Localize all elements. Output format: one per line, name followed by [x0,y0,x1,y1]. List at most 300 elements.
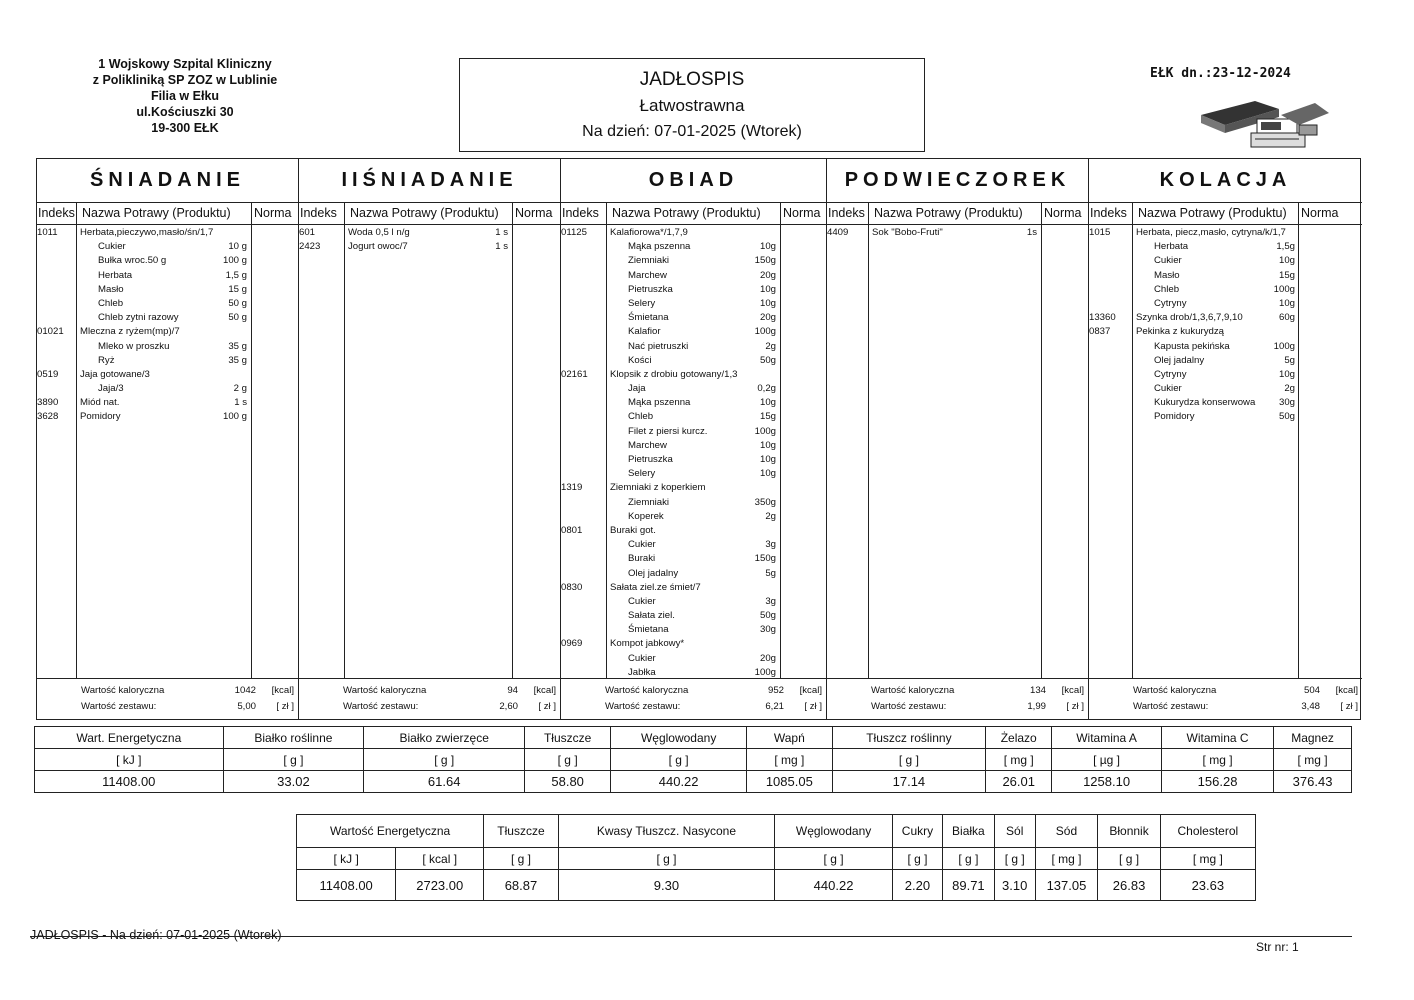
summary-unit: [ zł ] [1340,701,1358,712]
item-name: Ziemniaki [628,255,670,267]
item-name: Miód nat. [80,397,120,409]
item-norm: 350g [754,496,776,508]
meal-item-row [37,311,298,325]
meal-item-row [1089,340,1362,354]
item-norm: 1 s [234,397,247,409]
item-name: Jaja gotowane/3 [80,368,150,380]
nutrition-value: 9.30 [558,870,774,901]
summary-row [1089,699,1362,715]
nutrition-table-2 [296,814,1256,901]
meal-items [561,226,826,680]
meal-item-row [1089,226,1362,240]
item-norm: 10g [759,439,776,451]
summary-label: Wartość zestawu: [81,701,157,712]
item-name: Pomidory [80,411,121,423]
nutrition-row [297,848,1256,870]
meal-item-row [1089,297,1362,311]
nutrition-header: Tłuszcz roślinny [832,727,986,749]
item-norm: 10g [1278,368,1295,380]
issue-date: EŁK dn.:23-12-2024 [1150,66,1291,81]
summary-label: Wartość zestawu: [605,701,681,712]
nutrition-header: Wartość Energetyczna [297,815,484,848]
item-norm: 1s [1026,227,1037,238]
header-name: Nazwa Potrawy (Produktu) [874,206,1023,220]
summary-row [1089,683,1362,699]
nutrition-unit: [ g ] [484,848,559,870]
item-name: Marchew [628,269,667,281]
header-name: Nazwa Potrawy (Produktu) [1138,206,1287,220]
item-norm: 30g [759,624,776,636]
meal-item-row [561,467,826,481]
nutrition-header: Węglowodany [775,815,893,848]
summary-row [827,699,1088,715]
item-name: Selery [628,468,656,480]
item-name: Sok "Bobo-Fruti" [872,227,943,238]
meal-item-row [561,439,826,453]
hospital-line: Filia w Ełku [150,89,220,103]
item-name: Cukier [628,595,656,607]
item-name: Chleb [628,411,654,423]
meal-summary [1089,681,1362,719]
item-norm: 5g [765,567,776,579]
item-name: Kalafiorowa*/1,7,9 [610,227,688,238]
meal-items [827,226,1088,240]
summary-row [299,683,560,699]
meal-item-row [1089,283,1362,297]
meal-item-row [827,226,1088,240]
column-header [561,203,826,225]
meal-item-row [1089,269,1362,283]
meal-item-row [561,609,826,623]
item-norm: 100g [754,666,776,678]
footer-text: JADŁOSPIS - Na dzień: 07-01-2025 (Wtorek) [30,928,282,942]
summary-unit: [ zł ] [538,701,556,712]
nutrition-value: 3.10 [994,870,1035,901]
item-name: Mąka pszenna [628,241,691,253]
nutrition-header: Białko roślinne [223,727,364,749]
meal-item-row [561,283,826,297]
summary-row [561,699,826,715]
nutrition-header: Witamina A [1052,727,1162,749]
meal-item-row [561,226,826,240]
item-name: Sałata ziel.ze śmiet/7 [610,581,701,593]
meal-items [299,226,560,254]
item-norm: 5g [1284,354,1295,366]
item-norm: 50 g [228,312,247,324]
item-name: Buraki got. [610,524,656,536]
item-name: Jogurt owoc/7 [348,241,408,253]
item-name: Kukurydza konserwowa [1154,397,1256,409]
item-name: Cukier [1154,255,1182,267]
nutrition-row [35,727,1352,749]
item-index: 1015 [1089,227,1111,238]
summary-row [37,699,298,715]
meal-item-row [37,396,298,410]
summary-value: 2,60 [499,701,518,712]
summary-label: Wartość kaloryczna [1133,685,1217,696]
nutrition-value: 26.83 [1098,870,1160,901]
item-norm: 2 g [233,383,247,395]
meal-item-row [37,283,298,297]
header-name: Nazwa Potrawy (Produktu) [82,206,231,220]
meal-item-row [561,325,826,339]
item-name: Pietruszka [628,283,673,295]
summary-divider [827,678,1088,679]
item-name: Kompot jabkowy* [610,638,685,650]
meal-item-row [561,340,826,354]
meal-item-row [37,382,298,396]
meal-item-row [561,396,826,410]
hospital-address [60,56,310,136]
meal-item-row [299,226,560,240]
meal-column-5 [1089,159,1362,719]
meal-item-row [1089,410,1362,424]
item-name: Herbata,pieczywo,masło/śn/1,7 [80,227,214,238]
summary-label: Wartość zestawu: [1133,701,1209,712]
nutrition-unit: [ µg ] [1052,749,1162,771]
nutrition-unit: [ g ] [611,749,747,771]
item-name: Chleb zytni razowy [98,312,179,324]
column-header [1089,203,1362,225]
item-index: 01125 [561,227,587,238]
summary-value: 94 [507,685,518,696]
meal-item-row [1089,311,1362,325]
summary-row [561,683,826,699]
nutrition-unit: [ kcal ] [396,848,484,870]
nutrition-unit: [ g ] [893,848,943,870]
summary-divider [1089,678,1362,679]
item-norm: 100g [1273,340,1295,352]
item-norm: 100 g [222,255,247,267]
nutrition-header: Białko zwierzęce [364,727,525,749]
nutrition-header: Żelazo [986,727,1052,749]
item-norm: 35 g [228,354,247,366]
item-name: Olej jadalny [628,567,679,579]
summary-unit: [ zł ] [276,701,294,712]
header-norm: Norma [515,206,553,220]
meal-title: OBIAD [561,159,826,203]
item-norm: 10g [759,454,776,465]
item-index: 0969 [561,638,583,650]
summary-value: 1,99 [1027,701,1046,712]
meal-item-row [561,368,826,382]
nutrition-value: 17.14 [832,771,986,793]
summary-divider [37,678,298,679]
meal-item-row [561,595,826,609]
item-name: Herbata, piecz,masło, cytryna/k/1,7 [1136,227,1286,238]
summary-divider [561,678,826,679]
item-name: Marchew [628,439,667,451]
item-norm: 10g [759,297,776,309]
item-name: Chleb [98,297,124,309]
item-index: 02161 [561,368,588,380]
summary-value: 5,00 [237,701,256,712]
nutrition-header: Tłuszcze [525,727,611,749]
item-name: Ryż [98,354,115,366]
summary-row [827,683,1088,699]
hospital-line: 1 Wojskowy Szpital Kliniczny [98,57,272,71]
item-norm: 1,5 g [225,269,247,281]
nutrition-value: 2.20 [893,870,943,901]
nutrition-unit: [ mg ] [1161,749,1273,771]
item-name: Cytryny [1154,368,1187,380]
nutrition-value: 1258.10 [1052,771,1162,793]
meal-item-row [561,453,826,467]
meal-item-row [1089,354,1362,368]
summary-row [299,699,560,715]
item-norm: 100g [754,425,776,437]
meal-item-row [37,325,298,339]
meal-item-row [561,382,826,396]
meal-title: IIŚNIADANIE [299,159,560,203]
meal-item-row [561,524,826,538]
meal-item-row [561,652,826,666]
page-number: Str nr: 1 [1256,940,1299,954]
nutrition-value: 156.28 [1161,771,1273,793]
summary-unit: [kcal] [271,685,294,696]
summary-unit: [kcal] [1335,685,1358,696]
item-name: Cukier [98,241,126,253]
nutrition-unit: [ g ] [525,749,611,771]
meal-summary [827,681,1088,719]
item-name: Mąka pszenna [628,397,691,409]
item-norm: 150g [754,553,776,565]
nutrition-value: 61.64 [364,771,525,793]
meal-title: ŚNIADANIE [37,159,298,203]
item-norm: 10 g [228,241,247,253]
meal-item-row [37,410,298,424]
nutrition-unit: [ g ] [223,749,364,771]
item-norm: 10g [1278,255,1295,267]
nutrition-unit: [ g ] [832,749,986,771]
item-index: 0801 [561,524,583,536]
item-norm: 3g [765,595,776,607]
meal-item-row [561,567,826,581]
item-name: Herbata [1154,241,1189,253]
hospital-line: ul.Kościuszki 30 [136,105,234,119]
nutrition-value: 23.63 [1160,870,1255,901]
item-norm: 15g [1278,269,1295,281]
nutrition-unit: [ mg ] [986,749,1052,771]
item-name: Cukier [628,652,656,664]
summary-label: Wartość kaloryczna [343,685,427,696]
nutrition-value: 11408.00 [35,771,224,793]
meal-item-row [37,340,298,354]
meal-item-row [561,510,826,524]
item-name: Kapusta pekińska [1154,340,1230,352]
meal-column-4 [827,159,1089,719]
meal-item-row [561,552,826,566]
item-name: Szynka drob/1,3,6,7,9,10 [1136,312,1243,324]
meal-item-row [561,269,826,283]
item-name: Filet z piersi kurcz. [628,425,708,437]
item-name: Jaja [628,383,646,395]
nutrition-row [35,749,1352,771]
item-norm: 100g [754,326,776,338]
column-divider [868,203,869,679]
nutrition-header: Cukry [893,815,943,848]
meal-item-row [37,368,298,382]
nutrition-header: Białka [942,815,994,848]
item-name: Mleko w proszku [98,340,170,352]
nutrition-header: Wapń [747,727,832,749]
nutrition-unit: [ g ] [364,749,525,771]
meal-item-row [561,623,826,637]
header-name: Nazwa Potrawy (Produktu) [612,206,761,220]
nutrition-table-1 [34,726,1352,793]
summary-value: 504 [1303,685,1320,696]
nutrition-row [297,815,1256,848]
header-index: Indeks [1090,206,1127,220]
item-name: Pomidory [1154,411,1195,423]
header-norm: Norma [1301,206,1339,220]
meal-column-2 [299,159,561,719]
summary-value: 134 [1029,685,1046,696]
item-norm: 100 g [222,411,247,423]
nutrition-unit: [ mg ] [747,749,832,771]
item-name: Mleczna z ryżem(mp)/7 [80,326,180,338]
item-norm: 10g [759,241,776,253]
meal-items [37,226,298,425]
header-norm: Norma [254,206,292,220]
nutrition-value: 33.02 [223,771,364,793]
nutrition-value: 89.71 [942,870,994,901]
item-norm: 0,2g [757,383,776,395]
summary-unit: [kcal] [533,685,556,696]
nutrition-value: 440.22 [611,771,747,793]
meal-title: KOLACJA [1089,159,1362,203]
meal-column-1 [37,159,299,719]
nutrition-unit: [ g ] [994,848,1035,870]
meals-table [36,158,1361,720]
item-name: Ziemniaki z koperkiem [610,482,706,494]
item-name: Kalafior [628,326,661,338]
nutrition-unit: [ mg ] [1160,848,1255,870]
nutrition-header: Magnez [1274,727,1352,749]
nutrition-value: 26.01 [986,771,1052,793]
printer-book-icon [1195,95,1335,160]
nutrition-value: 11408.00 [297,870,396,901]
item-norm: 10g [1278,297,1295,309]
item-name: Kości [628,354,652,366]
item-norm: 50 g [228,297,247,309]
summary-label: Wartość kaloryczna [605,685,689,696]
meal-summary [37,681,298,719]
item-norm: 10g [759,468,776,480]
meal-item-row [561,496,826,510]
nutrition-unit: [ mg ] [1035,848,1098,870]
meal-item-row [1089,240,1362,254]
item-name: Masło [98,283,124,295]
item-name: Pekinka z kukurydzą [1136,326,1224,338]
item-index: 0837 [1089,326,1111,338]
item-name: Ziemniaki [628,496,670,508]
meal-item-row [1089,325,1362,339]
meal-item-row [561,481,826,495]
column-header [299,203,560,225]
item-norm: 1,5g [1276,241,1295,253]
item-index: 1011 [37,227,58,238]
item-name: Olej jadalny [1154,354,1205,366]
item-name: Buraki [628,553,656,565]
meal-item-row [37,226,298,240]
item-norm: 50g [1278,411,1295,423]
item-norm: 1 s [495,227,508,238]
meal-item-row [561,254,826,268]
meal-summary [561,681,826,719]
nutrition-header: Sól [994,815,1035,848]
item-index: 0830 [561,581,583,593]
summary-value: 952 [767,685,784,696]
item-norm: 100g [1273,283,1295,295]
item-name: Jaja/3 [98,383,124,395]
item-index: 01021 [37,326,64,338]
nutrition-header: Kwasy Tłuszcz. Nasycone [558,815,774,848]
nutrition-value: 137.05 [1035,870,1098,901]
item-norm: 150g [754,255,776,267]
summary-unit: [kcal] [1061,685,1084,696]
summary-unit: [kcal] [799,685,822,696]
nutrition-row [297,870,1256,901]
meal-item-row [561,410,826,424]
item-norm: 15 g [228,283,247,295]
meal-item-row [1089,382,1362,396]
footer-divider [30,936,1352,937]
nutrition-header: Tłuszcze [484,815,559,848]
meal-item-row [37,254,298,268]
meal-item-row [561,637,826,651]
item-norm: 20g [759,652,776,664]
summary-label: Wartość zestawu: [871,701,947,712]
meal-items [1089,226,1362,425]
item-name: Bułka wroc.50 g [98,255,167,267]
nutrition-unit: [ mg ] [1274,749,1352,771]
header-name: Nazwa Potrawy (Produktu) [350,206,499,220]
item-norm: 10g [759,283,776,295]
item-name: Woda 0,5 l n/g [348,227,410,238]
summary-unit: [ zł ] [1066,701,1084,712]
nutrition-unit: [ g ] [942,848,994,870]
item-name: Śmietana [628,624,669,636]
hospital-line: 19-300 EŁK [151,121,219,135]
title-box [459,58,925,152]
nutrition-header: Sód [1035,815,1098,848]
item-norm: 35 g [228,340,247,352]
summary-divider [299,678,560,679]
nutrition-header: Błonnik [1098,815,1160,848]
hospital-line: z Polikliniką SP ZOZ w Lublinie [92,73,278,87]
summary-label: Wartość kaloryczna [81,685,165,696]
summary-row [37,683,298,699]
item-norm: 50g [759,610,776,622]
summary-value: 6,21 [765,701,784,712]
meal-item-row [1089,368,1362,382]
summary-value: 1042 [234,685,256,696]
item-norm: 20g [759,312,776,324]
meal-item-row [561,581,826,595]
nutrition-unit: [ g ] [1098,848,1160,870]
nutrition-unit: [ kJ ] [35,749,224,771]
column-divider [1041,203,1042,679]
nutrition-header: Węglowodany [611,727,747,749]
item-norm: 30g [1278,397,1295,409]
meal-item-row [561,538,826,552]
diet-name: Łatwostrawna [639,96,745,115]
item-name: Koperek [628,510,664,522]
item-norm: 50g [759,354,776,366]
item-name: Masło [1154,269,1180,281]
meal-item-row [37,297,298,311]
